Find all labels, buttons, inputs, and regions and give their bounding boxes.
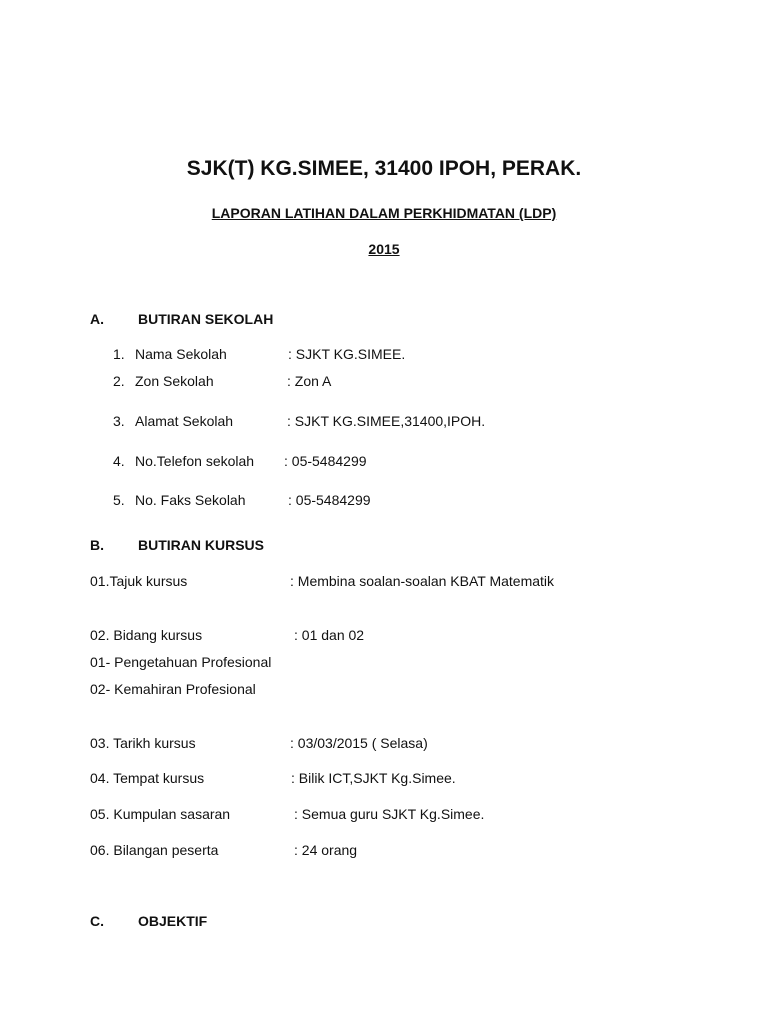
course-field-label: 04. Tempat kursus bbox=[90, 770, 205, 786]
section-letter: B. bbox=[90, 537, 104, 553]
list-item-value: : 05-5484299 bbox=[288, 492, 371, 508]
list-item-label: Alamat Sekolah bbox=[135, 413, 234, 429]
page-title: SJK(T) KG.SIMEE, 31400 IPOH, PERAK. bbox=[186, 157, 582, 180]
section-title: BUTIRAN KURSUS bbox=[138, 537, 264, 553]
field-note: 01- Pengetahuan Profesional bbox=[90, 654, 272, 670]
section-title: OBJEKTIF bbox=[138, 913, 208, 929]
course-field-value: : 01 dan 02 bbox=[294, 627, 365, 643]
course-field-label: 03. Tarikh kursus bbox=[90, 735, 196, 751]
list-item-num: 2. bbox=[113, 373, 125, 389]
field-note: 02- Kemahiran Profesional bbox=[90, 681, 256, 697]
list-item-label: Nama Sekolah bbox=[135, 346, 227, 362]
section-c-heading bbox=[90, 913, 390, 933]
course-field-value: : Bilik ICT,SJKT Kg.Simee. bbox=[291, 770, 456, 786]
course-field-value: : Semua guru SJKT Kg.Simee. bbox=[294, 806, 485, 822]
section-a-heading bbox=[90, 311, 390, 331]
report-year: 2015 bbox=[368, 241, 400, 257]
section-b-heading bbox=[90, 537, 390, 557]
course-field-value: : 03/03/2015 ( Selasa) bbox=[290, 735, 428, 751]
course-field-label: 05. Kumpulan sasaran bbox=[90, 806, 231, 822]
course-field-label: 02. Bidang kursus bbox=[90, 627, 203, 643]
course-field-label: 06. Bilangan peserta bbox=[90, 842, 219, 858]
list-item-num: 5. bbox=[113, 492, 125, 508]
report-subtitle: LAPORAN LATIHAN DALAM PERKHIDMATAN (LDP) bbox=[211, 205, 557, 221]
section-title: BUTIRAN SEKOLAH bbox=[138, 311, 274, 327]
section-letter: A. bbox=[90, 311, 104, 327]
course-field-label: 01.Tajuk kursus bbox=[90, 573, 188, 589]
list-item-num: 3. bbox=[113, 413, 125, 429]
list-item-value: : 05-5484299 bbox=[284, 453, 367, 469]
list-item-label: No. Faks Sekolah bbox=[135, 492, 246, 508]
list-item-value: : SJKT KG.SIMEE. bbox=[288, 346, 406, 362]
section-letter: C. bbox=[90, 913, 104, 929]
list-item-num: 1. bbox=[113, 346, 125, 362]
course-field-value: : Membina soalan-soalan KBAT Matematik bbox=[290, 573, 555, 589]
list-item-value: : SJKT KG.SIMEE,31400,IPOH. bbox=[287, 413, 486, 429]
list-item-num: 4. bbox=[113, 453, 125, 469]
course-field-value: : 24 orang bbox=[294, 842, 358, 858]
list-item-value: : Zon A bbox=[287, 373, 332, 389]
list-item-label: No.Telefon sekolah bbox=[135, 453, 255, 469]
list-item-label: Zon Sekolah bbox=[135, 373, 214, 389]
